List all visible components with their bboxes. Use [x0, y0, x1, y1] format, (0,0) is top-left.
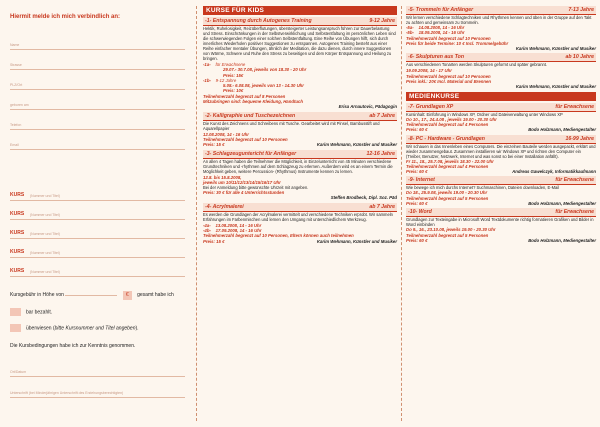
course-8-footer: Preis: 60 € Andreas Gawelczyk, Informatikkaufmann [406, 169, 596, 175]
course-field-2[interactable]: KURS (Nummer und Titel) [10, 201, 185, 220]
option-transfer: überwiesen (bitte Kursnummer und Titel angeben). [10, 324, 185, 332]
course-5-limit: Teilnehmerzahl begrenzt auf 10 Personen [406, 35, 491, 41]
name-field[interactable]: Name [10, 30, 185, 50]
course-2-description: Die Kunst des Zeichnens und Schreibens mit Tusche. Gearbeitet wird mit Pinsel, Bambusstift und Aquarellpapier [203, 120, 380, 131]
fold-line-left [196, 6, 197, 421]
course-3-times: jeweils um 10/11/12/13/14/15/16/17 Uhr [203, 179, 281, 185]
course-1b-date: 5.08.- 6.08.08, jeweils von 13 - 14.30 Uhr [223, 83, 304, 89]
course-4a-row: -4a- 13.08.2008, 14 - 16 Uhr [203, 222, 262, 228]
course-6-date: 19.09.2008, 14 - 17 Uhr [406, 68, 452, 74]
course-2-header: -2- Kalligraphie und Tuschezeichnen ab 7 Jahre [205, 112, 395, 119]
email-field[interactable]: Email [10, 130, 185, 150]
course-4-header: -4- Acrylmalerei ab 7 Jahre [205, 203, 395, 210]
course-9-header: -9- Internet für Erwachsene [408, 177, 594, 184]
option-cash: bar bezahlt. [10, 308, 185, 316]
course-5b-row: -5b- 18.09.2008, 14 - 16 Uhr [406, 30, 465, 36]
course-6-limit: Teilnehmerzahl begrenzt auf 10 Personen [406, 73, 491, 79]
course-8-header: -8- PC - Hardware - Grundlagen 16-99 Jahre [408, 135, 594, 142]
place-date-field[interactable]: Ort/Datum [10, 356, 185, 377]
course-3-header: -3- Schlagzeuguntericht für Anfänger 12-16 Jahre [205, 150, 395, 157]
course-1b-price: Preis: 10€ [223, 88, 244, 94]
course-1-description: Hektik, Ruhelosigkeit, Reizüberflutungen, übersteigerter Leistungsanspruch führen zur Dauerbelastung und Stress. Einschränkungen in der Selbstverwirklichung und Selbstentfaltung im persönlichen Leben sind die schwerwiegenden Folgen einer solchen Selbstentfaltung. Eine Reihe von Übungen hilft, sich durch innerliches Wiederholen positiver Suggestionen zu entspannen. Autogenes Training besteht aus einer Reihe einfacher mentaler Übungen, ähnlich der Meditation, die dazu dienen, durch innere Suggestionen von Wärme, Schwere und Ruhe den Stress zu beseitigen und dem Körper Entspannung und Heilung zu bringen. [203, 26, 396, 61]
course-field-5[interactable]: KURS (Nummer und Titel) [10, 258, 185, 277]
course-7-description: Kursinhalt: Einführung in Windows XP, Ordner und Dateiverwaltung unter Windows XP [406, 111, 563, 117]
course-1-header: -1- Entspannung durch Autogenes Training 9-12 Jahre [205, 18, 395, 24]
signature-field[interactable]: Unterschrift (bei Minderjährigen Unterschrift des Erziehungsberechtigten) [10, 377, 185, 398]
course-3-price: Preis: 30 € für alle 4 Unterrichtsstunden [203, 190, 285, 196]
course-10-header: -10- Word für Erwachsene [408, 209, 594, 216]
course-1a-price: Preis: 15€ [223, 72, 244, 78]
phone-field[interactable]: Telefon [10, 110, 185, 130]
course-3-note: Bei der Anmeldung bitte gewünschte Uhrzeit mit angeben. [203, 185, 309, 191]
course-4-footer: Preis: 15 € Karim Wehmann, Künstler und Musiker [203, 238, 397, 244]
course-5-price: Preis für beide Termine: 10 € Incl. Trommelgebühr [406, 40, 509, 46]
course-6-description: Aus verschiedenen Tonarten werden Skulpturen geformt und später gebrannt. [406, 62, 548, 68]
course-10-description: Grundlagen zur Texteingabe in Microsoft Word Textdokumente richtig formatieren Grafiken und Bilder in Word einbinden [406, 217, 594, 228]
media-section-title: MEDIENKURSE [406, 92, 596, 101]
course-7-header: -7- Grundlagen XP für Erwachsene [408, 103, 594, 110]
course-3-description: An allen 4 Tagen haben die Teilnehmer die Möglichkeit, in Einzelunterricht von 45 Minuten verschiedene Grundtechniken und -rhythmen auf dem Schlagzeug zu erlernen. Außerdem wird es an einem Termin die Möglichkeit geben, weitere Percussion- (Rhythmus) Instrumente kennen zu lernen. [203, 158, 393, 174]
media-courses-column [403, 0, 600, 427]
course-7-date: Do 10., 17., 24.4.08 , jeweils 19.00 - 20.30 Uhr [406, 116, 497, 122]
course-9-footer: Preis: 60 € Bodo Holzmann, Mediengestalter [406, 201, 596, 207]
euro-badge: € [123, 291, 132, 300]
fold-line-right [401, 6, 402, 421]
course-6-header: -6- Skulpturen aus Ton ab 10 Jahre [408, 54, 594, 61]
course-4-limit: Teilnehmerzahl begrenzt auf 10 Personen, Eltern können auch teilnehmen [203, 233, 354, 239]
kids-section-title: KURSE FÜR KIDS [203, 6, 397, 15]
course-5-teacher: Karim Wehmann, Künstler und Musiker [515, 46, 596, 52]
cash-checkbox[interactable] [10, 308, 21, 316]
course-7-limit: Teilnehmerzahl begrenzt auf 4 Personen [406, 121, 489, 127]
course-1-bring: Mitzubringen sind: bequeme Kleidung, Handtuch [203, 99, 304, 105]
course-2-date: 12.08.2008, 14 - 16 Uhr [203, 131, 249, 137]
course-8-description: Wir schauen in das Innenleben eines Computers. Die einzelnen Bauteile werden ausgepackt, erklärt und wieder zusammengebaut. Zusammen installieren wir Windows XP und richten den Computer ein (Treiber, Benutzer, Netzwerk, Internet und was sonst so bei einer Installation anfällt). [406, 143, 596, 159]
course-9-date: Do 18., 25.9.08, jeweils 19.00 - 20.30 Uhr [406, 190, 488, 196]
course-7-footer: Preis: 60 € Bodo Holzmann, Mediengestalter [406, 127, 596, 133]
course-2-limit: Teilnehmerzahl begrenzt auf 10 Personen [203, 136, 288, 142]
course-6-teacher: Karim Wehmann, Künstler und Musiker [515, 84, 596, 90]
course-5a-row: -5a- 14.08.2008, 14 - 16 Uhr [406, 25, 465, 30]
terms-text: Die Kursbedingungen habe ich zur Kenntnis genommen. [10, 342, 136, 349]
zip-city-field[interactable]: PLZ/Ort [10, 70, 185, 90]
form-title: Hiermit melde ich mich verbindlich an: [10, 14, 121, 20]
course-10-date: Do 9., 16., 23.10.08, jeweils 19.00 - 20.30 Uhr [406, 227, 496, 233]
course-9-limit: Teilnehmerzahl begrenzt auf 5 Personen [406, 195, 489, 201]
street-field[interactable]: Strasse [10, 50, 185, 70]
course-1-teacher: Erisa Arnautovic, Pädagogin [338, 104, 397, 110]
kids-courses-column [200, 0, 400, 427]
course-field-3[interactable]: KURS (Nummer und Titel) [10, 220, 185, 239]
course-6-price: Preis inkl.: 20€ Incl. Material und Brennen [406, 79, 492, 85]
fee-amount-input[interactable] [65, 295, 117, 296]
course-4b-row: -4b- 17.09.2008, 14 - 16 Uhr [203, 228, 262, 234]
course-10-footer: Preis: 60 € Bodo Holzmann, Mediengestalter [406, 237, 596, 243]
transfer-checkbox[interactable] [10, 324, 21, 332]
course-3-date: 12.8. bis 15.8.2008, [203, 174, 242, 180]
course-2-footer: Preis: 15 € Karim Wehmann, Künstler und Musiker [203, 142, 397, 148]
course-10-limit: Teilnehmerzahl begrenzt auf 5 Personen [406, 232, 489, 238]
birthdate-field[interactable]: geboren am [10, 90, 185, 110]
course-1-limit: Teilnehmerzahl begrenzt auf 8 Personen [203, 93, 286, 99]
fee-line: Kursgebühr in Höhe von € gesamt habe ich [10, 292, 174, 298]
course-9-description: Wie bewege ich mich durchs Internet? Suchmaschinen, Dateien downloaden, E-Mail [406, 185, 560, 191]
course-field-1[interactable]: KURS (Nummer und Titel) [10, 182, 185, 201]
course-1a-row: -1a- für Erwachsene [203, 62, 246, 67]
course-8-limit: Teilnehmerzahl begrenzt auf 4 Personen [406, 163, 489, 169]
course-5-header: -5- Trommeln für Anfänger 7-13 Jahre [408, 7, 594, 13]
course-1b-row: -1b- 9-12 Jahre [203, 77, 237, 83]
registration-form [0, 0, 193, 427]
course-4-description: Es werden die Grundlagen der Acrylmalerei vermittelt und verschiedene Techniken erprobt. Wir sammeln Erfahrungen im Farbenmischen und lernen den Umgang mit unterschiedlichem Werkzeug. [203, 211, 393, 222]
course-1a-date: 29.07.- 30.7.08, jeweils von 18.30 - 20 Uhr [223, 67, 307, 73]
course-field-4[interactable]: KURS (Nummer und Titel) [10, 239, 185, 258]
course-5-description: Wir lernen verschiedene Schlagtechniken und Rhythmen kennen und üben in der Gruppe auf den Takt zu achten und gemeinsam zu trommeln. [406, 15, 592, 25]
course-8-date: Fr 11., 18., 25.7.08, jeweils 18.30 - 22.00 Uhr [406, 158, 494, 164]
course-3-teacher: Steffen Brodbeck, Dipl. Soz. Päd [330, 195, 397, 201]
